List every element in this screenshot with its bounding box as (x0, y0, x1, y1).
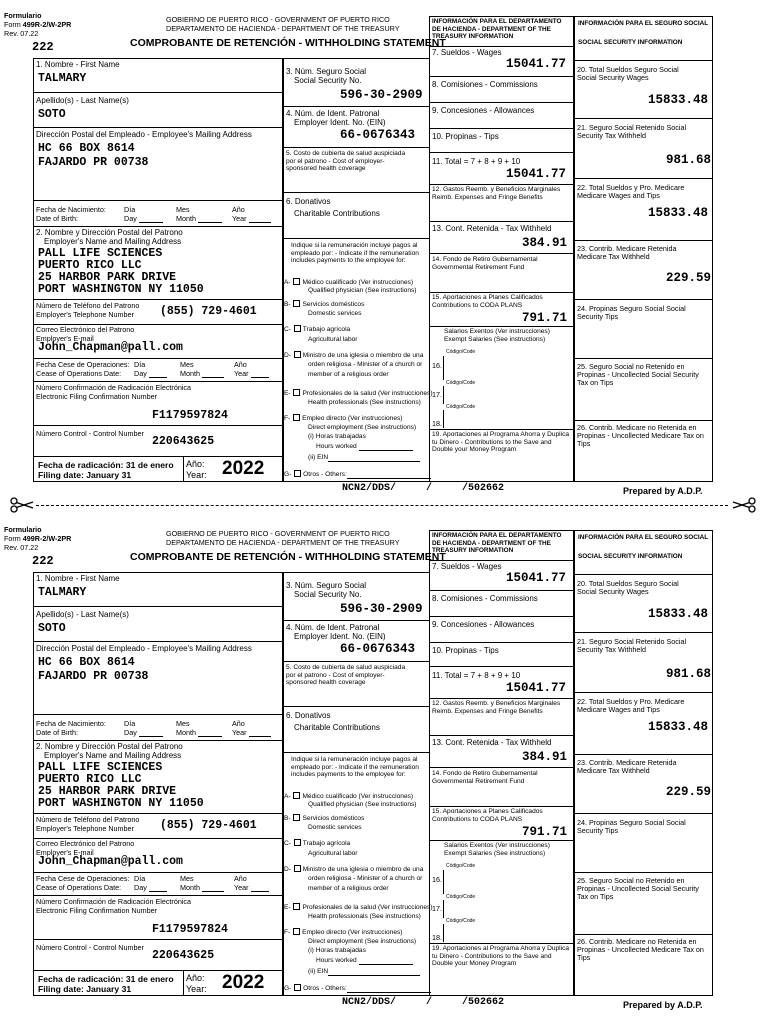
box21-value: 981.68 (666, 667, 712, 681)
day-label-es: Día (124, 205, 136, 214)
option-f-en: Direct employment (See instructions) (308, 424, 417, 431)
donations-label-2: Charitable Contributions (294, 723, 380, 732)
year-label-en: Year: (186, 470, 207, 480)
form-number-line: Form 499R-2/W-2PR (4, 20, 72, 29)
first-name-value: TALMARY (38, 72, 87, 85)
checkbox-b[interactable] (293, 300, 300, 307)
ssn-label-1: 3. Núm. Seguro Social (286, 581, 367, 590)
ein-value: 66-0676343 (340, 128, 416, 142)
option-e-en: Health professionals (See instructions) (308, 399, 421, 406)
cease-label-2: Cease of Operations Date: (36, 883, 122, 892)
cease-month-field[interactable]: Month (180, 370, 224, 378)
employee-address-line-2: FAJARDO PR 00738 (38, 670, 149, 683)
box16-label: 16. (432, 361, 442, 370)
form-title: COMPROBANTE DE RETENCIÓN - WITHHOLDING STATEMENT (130, 551, 446, 563)
cease-month-field[interactable]: Month (180, 884, 224, 892)
option-d-en-2: member of a religious order (308, 885, 389, 892)
box22-label: 22. Total Sueldos y Pro. Medicare Medicare Wages and Tips (577, 183, 685, 200)
filing-date-es: Fecha de radicación: 31 de enero (38, 974, 174, 984)
box7-label: 7. Sueldos - Wages (432, 48, 502, 57)
remuneration-intro: Indique si la remuneración incluye pagos al empleado por: - Indicate if the remuneration includes payments to the employee for: (291, 756, 419, 779)
option-a-en: Qualified physician (See instructions) (308, 801, 417, 808)
code-label-18: Código/Code (446, 404, 476, 410)
year-label-es: Año: (186, 973, 205, 983)
hours-worked-label-es: (i) Horas trabajadas (308, 433, 366, 440)
option-a-en: Qualified physician (See instructions) (308, 287, 417, 294)
box18-label: 18. (432, 933, 442, 942)
dob-year-field[interactable]: Year (232, 215, 271, 223)
copy-code: 222 (32, 554, 54, 568)
form-label: Formulario (4, 11, 42, 20)
health-coverage-label: 5. Costo de cubierta de salud auspiciada por el patrono - Cost of employer-sponsored health coverage (286, 150, 406, 173)
box9-label: 9. Concesiones - Allowances (432, 620, 535, 629)
employer-line-2: PUERTO RICO LLC (38, 259, 142, 272)
hours-worked-label-es: (i) Horas trabajadas (308, 947, 366, 954)
ein-value: 66-0676343 (340, 642, 416, 656)
box24-label: 24. Propinas Seguro Social Social Security Tips (577, 818, 686, 835)
treasury-header: INFORMACIÓN PARA EL DEPARTAMENTO DE HACIENDA - DEPARTMENT OF THE TREASURY INFORMATION (432, 532, 562, 555)
employer-name-label-1: 2. Nombre y Dirección Postal del Patrono (36, 228, 183, 237)
code-label-16: Código/Code (446, 863, 476, 869)
employer-line-4: PORT WASHINGTON NY 11050 (38, 283, 204, 296)
first-name-label: 1. Nombre - First Name (36, 60, 120, 69)
cease-label-2: Cease of Operations Date: (36, 369, 122, 378)
exempt-salaries-label: Salarios Exentos (Ver instrucciones) Exempt Salaries (See instructions) (444, 328, 550, 343)
option-c[interactable]: C- Trabajo agrícola (284, 326, 351, 333)
phone-label-2: Employer's Telephone Number (36, 310, 134, 319)
option-g[interactable]: G- Otros - Others: (284, 984, 431, 993)
filing-date-en: Filing date: January 31 (38, 470, 132, 480)
box24-label: 24. Propinas Seguro Social Social Security Tips (577, 304, 686, 321)
gov-line-2: DEPARTAMENTO DE HACIENDA - DEPARTMENT OF THE TREASURY (166, 538, 400, 547)
box23-label: 23. Contrib. Medicare Retenida Medicare Tax Withheld (577, 758, 677, 775)
checkbox-a[interactable] (293, 792, 300, 799)
gov-line-2: DEPARTAMENTO DE HACIENDA - DEPARTMENT OF THE TREASURY (166, 24, 400, 33)
employee-address-line-1: HC 66 BOX 8614 (38, 656, 135, 669)
efile-number-value: F1179597824 (152, 923, 228, 936)
cut-line (0, 499, 768, 511)
cease-year-label-es: Año (234, 360, 247, 369)
employee-address-label: Dirección Postal del Empleado - Employee's Mailing Address (36, 130, 252, 139)
ss-header-2: SOCIAL SECURITY INFORMATION (578, 553, 683, 560)
box23-label: 23. Contrib. Medicare Retenida Medicare Tax Withheld (577, 244, 677, 261)
ssn-label-2: Social Security No. (294, 76, 362, 85)
scissors-icon (10, 497, 34, 513)
employer-line-2: PUERTO RICO LLC (38, 773, 142, 786)
box19-label: 19. Aportaciones al Programa Ahorra y Duplica tu Dinero - Contributions to the Save and Double your Money Program (432, 431, 570, 454)
box11-label: 11. Total = 7 + 8 + 9 + 10 (432, 157, 521, 166)
employer-email-value: John_Chapman@pall.com (38, 855, 183, 868)
box11-label: 11. Total = 7 + 8 + 9 + 10 (432, 671, 521, 680)
box10-label: 10. Propinas - Tips (432, 132, 499, 141)
donations-label-1: 6. Donativos (286, 711, 331, 720)
donations-label-2: Charitable Contributions (294, 209, 380, 218)
option-d-en-1: orden religiosa - Minister of a church or (308, 361, 423, 368)
cease-day-field[interactable]: Day (134, 884, 167, 892)
ss-header-1: INFORMACIÓN PARA EL SEGURO SOCIAL (578, 20, 709, 27)
box13-label: 13. Cont. Retenida - Tax Withheld (432, 224, 552, 233)
box17-label: 17. (432, 390, 442, 399)
cease-label-1: Fecha Cese de Operaciones: (36, 874, 130, 883)
box7-label: 7. Sueldos - Wages (432, 562, 502, 571)
dob-label-en: Date of Birth: (36, 214, 78, 223)
year-label-es: Año (232, 205, 245, 214)
last-name-label: Apellido(s) - Last Name(s) (36, 610, 129, 619)
option-d[interactable]: D- Ministro de una iglesia o miembro de una (284, 352, 424, 359)
box12-label: 12. Gastos Reemb. y Beneficios Marginales Reimb. Expenses and Fringe Benefits (432, 186, 561, 201)
option-e[interactable]: E- Profesionales de la salud (Ver instrucciones) (284, 390, 433, 397)
employer-line-1: PALL LIFE SCIENCES (38, 247, 163, 260)
box13-label: 13. Cont. Retenida - Tax Withheld (432, 738, 552, 747)
ssn-value: 596-30-2909 (340, 602, 423, 616)
employee-address-line-2: FAJARDO PR 00738 (38, 156, 149, 169)
box26-label: 26. Contrib. Medicare no Retenida en Propinas - Uncollected Medicare Tax on Tips (577, 423, 704, 448)
box18-label: 18. (432, 419, 442, 428)
box9-label: 9. Concesiones - Allowances (432, 106, 535, 115)
control-code: NCN2/DDS/ / /502662 (342, 483, 505, 494)
cease-year-field[interactable]: Year (234, 370, 269, 378)
box7-value: 15041.77 (506, 571, 567, 585)
cease-month-label-es: Mes (180, 360, 194, 369)
box23-value: 229.59 (666, 271, 712, 285)
code-label-16: Código/Code (446, 349, 476, 355)
donations-label-1: 6. Donativos (286, 197, 331, 206)
option-d[interactable]: D- Ministro de una iglesia o miembro de una (284, 866, 424, 873)
box21-value: 981.68 (666, 153, 712, 167)
checkbox-f[interactable] (293, 414, 300, 421)
year-label-es: Año: (186, 459, 205, 469)
last-name-value: SOTO (38, 108, 66, 121)
employer-line-3: 25 HARBOR PARK DRIVE (38, 785, 177, 798)
box8-label: 8. Comisiones - Commissions (432, 594, 538, 603)
box16-label: 16. (432, 875, 442, 884)
ss-header-2: SOCIAL SECURITY INFORMATION (578, 39, 683, 46)
health-coverage-label: 5. Costo de cubierta de salud auspiciada por el patrono - Cost of employer-sponsored health coverage (286, 664, 406, 687)
option-f[interactable]: F- Empleo directo (Ver instrucciones) (284, 929, 403, 936)
employer-email-value: John_Chapman@pall.com (38, 341, 183, 354)
checkbox-d[interactable] (294, 865, 301, 872)
gov-line-1: GOBIERNO DE PUERTO RICO - GOVERNMENT OF PUERTO RICO (166, 529, 390, 538)
option-a[interactable]: A- Médico cualificado (Ver instrucciones) (284, 793, 414, 800)
checkbox-g[interactable] (294, 470, 301, 477)
gov-line-1: GOBIERNO DE PUERTO RICO - GOVERNMENT OF PUERTO RICO (166, 15, 390, 24)
dob-day-field[interactable]: Day (124, 729, 163, 737)
box13-value: 384.91 (522, 236, 568, 250)
efile-label-2: Electronic Filing Confirmation Number (36, 392, 158, 401)
option-d-en-2: member of a religious order (308, 371, 389, 378)
cease-day-field[interactable]: Day (134, 370, 167, 378)
box25-label: 25. Seguro Social no Retenido en Propinas - Uncollected Social Security Tax on Tips (577, 362, 699, 387)
box7-value: 15041.77 (506, 57, 567, 71)
revision: Rev. 07.22 (4, 29, 39, 38)
form-title: COMPROBANTE DE RETENCIÓN - WITHHOLDING STATEMENT (130, 37, 446, 49)
dob-month-field[interactable]: Month (176, 215, 222, 223)
control-number-label: Número Control - Control Number (36, 943, 144, 952)
box20-value: 15833.48 (648, 607, 709, 621)
efile-label-1: Número Confirmación de Radicación Electrónica (36, 383, 192, 392)
box15-label: 15. Aportaciones a Planes Calificados Contributions to CODA PLANS (432, 808, 543, 823)
employer-line-4: PORT WASHINGTON NY 11050 (38, 797, 204, 810)
ssn-label-1: 3. Núm. Seguro Social (286, 67, 367, 76)
form-label: Formulario (4, 525, 42, 534)
first-name-value: TALMARY (38, 586, 87, 599)
cease-day-label-es: Día (134, 874, 146, 883)
option-b[interactable]: B- Servicios domésticos (284, 301, 365, 308)
box14-label: 14. Fondo de Retiro Gubernamental Governmental Retirement Fund (432, 256, 538, 271)
dob-label-es: Fecha de Nacimiento: (36, 205, 106, 214)
box15-label: 15. Aportaciones a Planes Calificados Contributions to CODA PLANS (432, 294, 543, 309)
ssn-value: 596-30-2909 (340, 88, 423, 102)
option-a[interactable]: A- Médico cualificado (Ver instrucciones) (284, 279, 414, 286)
dob-month-field[interactable]: Month (176, 729, 222, 737)
code-label-17: Código/Code (446, 894, 476, 900)
box25-label: 25. Seguro Social no Retenido en Propinas - Uncollected Social Security Tax on Tips (577, 876, 699, 901)
hours-worked-field[interactable]: Hours worked (316, 443, 413, 451)
revision: Rev. 07.22 (4, 543, 39, 552)
checkbox-a[interactable] (293, 278, 300, 285)
dob-year-field[interactable]: Year (232, 729, 271, 737)
option-b-en: Domestic services (308, 310, 362, 317)
employer-line-1: PALL LIFE SCIENCES (38, 761, 163, 774)
treasury-header: INFORMACIÓN PARA EL DEPARTAMENTO DE HACIENDA - DEPARTMENT OF THE TREASURY INFORMATION (432, 18, 562, 41)
option-f-en: Direct employment (See instructions) (308, 938, 417, 945)
copy-code: 222 (32, 40, 54, 54)
employee-address-line-1: HC 66 BOX 8614 (38, 142, 135, 155)
checkbox-c[interactable] (294, 839, 301, 846)
option-e-en: Health professionals (See instructions) (308, 913, 421, 920)
control-number-label: Número Control - Control Number (36, 429, 144, 438)
box22-value: 15833.48 (648, 206, 709, 220)
box22-value: 15833.48 (648, 720, 709, 734)
cease-year-label-es: Año (234, 874, 247, 883)
last-name-value: SOTO (38, 622, 66, 635)
box21-label: 21. Seguro Social Retenido Social Security Tax Withheld (577, 123, 687, 140)
phone-label-2: Employer's Telephone Number (36, 824, 134, 833)
hours-worked-field[interactable]: Hours worked (316, 957, 413, 965)
control-number-value: 220643625 (152, 435, 215, 448)
checkbox-c[interactable] (294, 325, 301, 332)
year-label-en: Year: (186, 984, 207, 994)
exempt-salaries-label: Salarios Exentos (Ver instrucciones) Exempt Salaries (See instructions) (444, 842, 550, 857)
checkbox-b[interactable] (293, 814, 300, 821)
tax-year-value: 2022 (222, 458, 265, 479)
withholding-statement-copy-2 (0, 514, 768, 1026)
cease-month-label-es: Mes (180, 874, 194, 883)
box21-label: 21. Seguro Social Retenido Social Security Tax Withheld (577, 637, 687, 654)
year-label-es: Año (232, 719, 245, 728)
ssn-label-2: Social Security No. (294, 590, 362, 599)
employer-name-label-2: Employer's Name and Mailing Address (44, 237, 182, 246)
phone-label-1: Número de Teléfono del Patrono (36, 815, 140, 824)
cease-day-label-es: Día (134, 360, 146, 369)
filing-date-en: Filing date: January 31 (38, 984, 132, 994)
email-label-2: Employer's E-mail (36, 848, 94, 857)
month-label-es: Mes (176, 719, 190, 728)
employee-address-label: Dirección Postal del Empleado - Employee's Mailing Address (36, 644, 252, 653)
box15-value: 791.71 (522, 311, 568, 325)
day-label-es: Día (124, 719, 136, 728)
box10-label: 10. Propinas - Tips (432, 646, 499, 655)
form-number-line: Form 499R-2/W-2PR (4, 534, 72, 543)
withholding-statement-copy-1 (0, 0, 768, 512)
prepared-by: Prepared by A.D.P. (623, 1000, 703, 1010)
box13-value: 384.91 (522, 750, 568, 764)
direct-ein-field[interactable]: (ii) EIN (308, 968, 420, 976)
email-label-2: Employer's E-mail (36, 334, 94, 343)
code-label-18: Código/Code (446, 918, 476, 924)
efile-label-2: Electronic Filing Confirmation Number (36, 906, 158, 915)
efile-number-value: F1179597824 (152, 409, 228, 422)
control-number-value: 220643625 (152, 949, 215, 962)
ein-label-2: Employer Ident. No. (EIN) (294, 632, 386, 641)
box20-label: 20. Total Sueldos Seguro Social Social Security Wages (577, 65, 679, 82)
direct-ein-field[interactable]: (ii) EIN (308, 454, 420, 462)
dob-label-en: Date of Birth: (36, 728, 78, 737)
box26-label: 26. Contrib. Medicare no Retenida en Propinas - Uncollected Medicare Tax on Tips (577, 937, 704, 962)
phone-label-1: Número de Teléfono del Patrono (36, 301, 140, 310)
box20-label: 20. Total Sueldos Seguro Social Social Security Wages (577, 579, 679, 596)
box15-value: 791.71 (522, 825, 568, 839)
checkbox-e[interactable] (293, 389, 300, 396)
box12-label: 12. Gastos Reemb. y Beneficios Marginales Reimb. Expenses and Fringe Benefits (432, 700, 561, 715)
ein-label-1: 4. Núm. de Ident. Patronal (286, 109, 380, 118)
ein-label-1: 4. Núm. de Ident. Patronal (286, 623, 380, 632)
prepared-by: Prepared by A.D.P. (623, 486, 703, 496)
checkbox-e[interactable] (293, 903, 300, 910)
cease-year-field[interactable]: Year (234, 884, 269, 892)
box8-label: 8. Comisiones - Commissions (432, 80, 538, 89)
cease-label-1: Fecha Cese de Operaciones: (36, 360, 130, 369)
option-f[interactable]: F- Empleo directo (Ver instrucciones) (284, 415, 403, 422)
option-b[interactable]: B- Servicios domésticos (284, 815, 365, 822)
box17-label: 17. (432, 904, 442, 913)
box11-value: 15041.77 (506, 681, 567, 695)
efile-label-1: Número Confirmación de Radicación Electrónica (36, 897, 192, 906)
first-name-label: 1. Nombre - First Name (36, 574, 120, 583)
remuneration-intro: Indique si la remuneración incluye pagos al empleado por: - Indicate if the remuneration includes payments to the employee for: (291, 242, 419, 265)
ss-header-1: INFORMACIÓN PARA EL SEGURO SOCIAL (578, 534, 709, 541)
control-code: NCN2/DDS/ / /502662 (342, 997, 505, 1008)
option-e[interactable]: E- Profesionales de la salud (Ver instrucciones) (284, 904, 433, 911)
email-label-1: Correo Electrónico del Patrono (36, 839, 135, 848)
box19-label: 19. Aportaciones al Programa Ahorra y Duplica tu Dinero - Contributions to the Save and Double your Money Program (432, 945, 570, 968)
box20-value: 15833.48 (648, 93, 709, 107)
ein-label-2: Employer Ident. No. (EIN) (294, 118, 386, 127)
option-g[interactable]: G- Otros - Others: (284, 470, 431, 479)
option-c-en: Agricultural labor (308, 850, 358, 857)
option-d-en-1: orden religiosa - Minister of a church or (308, 875, 423, 882)
tax-year-value: 2022 (222, 972, 265, 993)
employer-line-3: 25 HARBOR PARK DRIVE (38, 271, 177, 284)
option-c-en: Agricultural labor (308, 336, 358, 343)
checkbox-g[interactable] (294, 984, 301, 991)
option-c[interactable]: C- Trabajo agrícola (284, 840, 351, 847)
month-label-es: Mes (176, 205, 190, 214)
employer-name-label-2: Employer's Name and Mailing Address (44, 751, 182, 760)
scissors-icon (732, 497, 756, 513)
email-label-1: Correo Electrónico del Patrono (36, 325, 135, 334)
box23-value: 229.59 (666, 785, 712, 799)
option-b-en: Domestic services (308, 824, 362, 831)
employer-name-label-1: 2. Nombre y Dirección Postal del Patrono (36, 742, 183, 751)
checkbox-f[interactable] (293, 928, 300, 935)
code-label-17: Código/Code (446, 380, 476, 386)
checkbox-d[interactable] (294, 351, 301, 358)
box14-label: 14. Fondo de Retiro Gubernamental Governmental Retirement Fund (432, 770, 538, 785)
last-name-label: Apellido(s) - Last Name(s) (36, 96, 129, 105)
filing-date-es: Fecha de radicación: 31 de enero (38, 460, 174, 470)
dob-day-field[interactable]: Day (124, 215, 163, 223)
box11-value: 15041.77 (506, 167, 567, 181)
employer-phone-value: (855) 729-4601 (160, 305, 257, 318)
box22-label: 22. Total Sueldos y Pro. Medicare Medicare Wages and Tips (577, 697, 685, 714)
dob-label-es: Fecha de Nacimiento: (36, 719, 106, 728)
employer-phone-value: (855) 729-4601 (160, 819, 257, 832)
